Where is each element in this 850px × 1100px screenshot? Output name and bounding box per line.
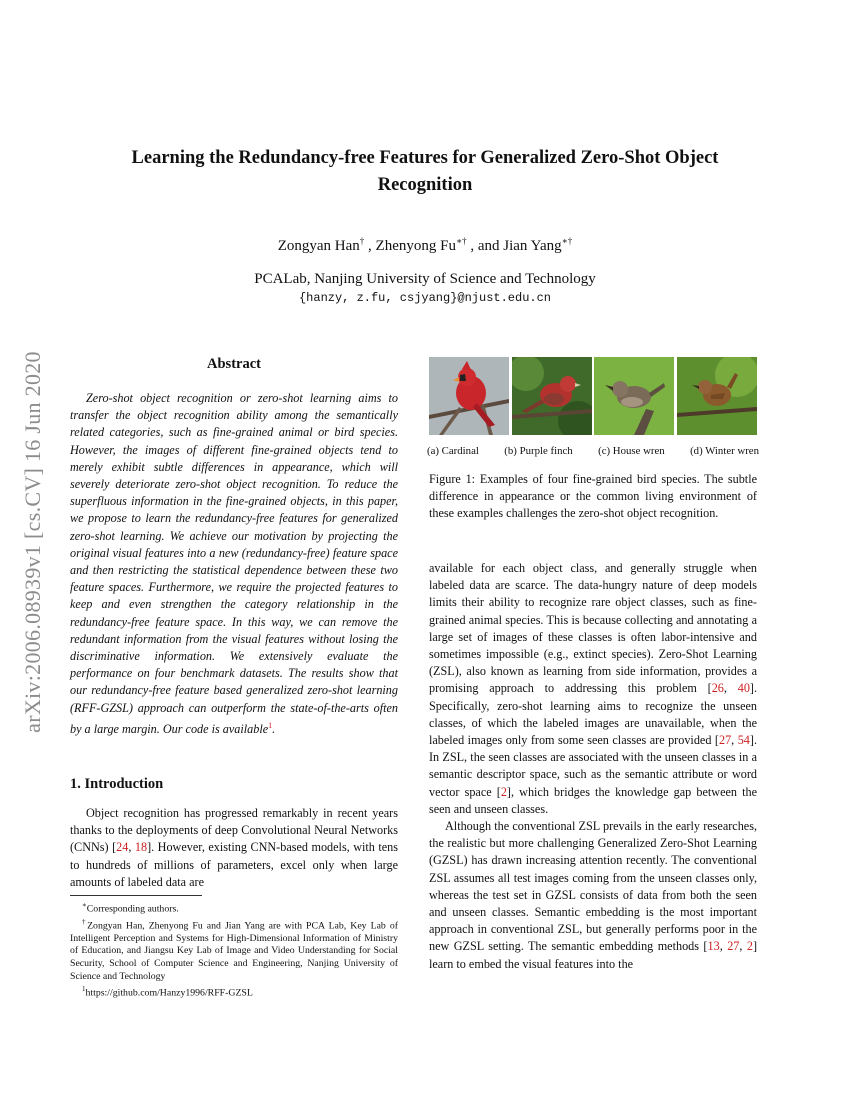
intro-paragraph: available for each object class, and generally struggle when labeled data are scarce. The data-hungry nature of deep models limits their ability to recognize rare object classes, such as fine-grained animal species. This is because collecting and annotating a large set of images of these classes is often labor-intensive and sometimes impossible (e.g., extinct species). Zero-Shot Learning (ZSL), also known as learning from side information, provides a promising approach to addressing this problem [26, 40]. Specifically, zero-shot learning aims to recognize the unseen classes, of which the labeled images are unavailable, when the labeled images only from some seen classes are provided [27, 54]. In ZSL, the seen classes are associated with the unseen classes in a semantic descriptor space, such as the semantic attribute or word vector space [2], which bridges the knowledge gap between the seen and unseen classes. <box>429 561 758 816</box>
footnote-link[interactable]: 1 <box>268 720 273 730</box>
paper-title: Learning the Redundancy-free Features for Generalized Zero-Shot Object Recognition <box>131 148 719 195</box>
arxiv-sidebar <box>4 294 62 790</box>
subcaption-purple-finch: (b) Purple finch <box>504 445 573 457</box>
citation-link[interactable]: 40 <box>737 681 750 696</box>
bird-image-cardinal <box>429 357 509 435</box>
citation-link[interactable]: 13 <box>707 939 720 954</box>
citation-link[interactable]: 54 <box>737 733 750 748</box>
bird-image-winter-wren <box>677 357 757 435</box>
abstract-text: Zero-shot object recognition or zero-shot learning aims to transfer the object recognition ability among the semantically related categories, such as fine-grained animal or bird species. However, the images of different fine-grained objects tend to merely exhibit subtle differences in appearance, which will severely deteriorate zero-shot object recognition. To reduce the superfluous information in the fine-grained objects, in this paper, we propose to learn the redundancy-free features for generalized zero-shot learning. We achieve our motivation by projecting the original visual features into a new (redundancy-free) feature space and then restricting the statistical dependence between these two feature spaces. Furthermore, we require the projected features to keep and even strengthen the category relationship in the redundancy-free feature space. In this way, we can remove the redundant information from the visual features without losing the discriminative information. We extensively evaluate the performance on four benchmark datasets. The results show that our redundancy-free feature based generalized zero-shot learning (RFF-GZSL) approach can outperform the state-of-the-arts often by a large margin. Our code is available$^1$. <box>70 391 398 736</box>
abstract-heading: Abstract <box>207 356 261 372</box>
figure-caption: Figure 1: Examples of four fine-grained bird species. The subtle difference in appearance or the common living environment of these examples challenges the zero-shot object recognition. <box>429 472 757 521</box>
bird-image-house-wren <box>594 357 674 435</box>
footnote-code-url: $^1$https://github.com/Hanzy1996/RFF-GZSL <box>82 985 253 999</box>
footnote-divider <box>70 895 202 896</box>
intro-paragraph: Although the conventional ZSL prevails in the early researches, the realistic but more challenging Generalized Zero-Shot Learning (GZSL) has drawn increasing attention recently. The conventional ZSL assumes all test images coming from the unseen classes only, whereas the test set in GZSL consists of data from both the seen and unseen classes. Semantic embedding is the most important approach in conventional ZSL, but generally performs poor in the new GZSL setting. The semantic embedding methods [13, 27, 2] learn to embed the visual features into the <box>429 819 758 971</box>
intro-right-column <box>429 560 757 973</box>
citation-link[interactable]: 27 <box>727 939 740 954</box>
arxiv-identifier: arXiv:2006.08939v1 [cs.CV] 16 Jun 2020 <box>20 351 45 733</box>
citation-link[interactable]: 2 <box>746 939 753 954</box>
affiliation: PCALab, Nanjing University of Science and Technology <box>254 271 596 287</box>
citation-link[interactable]: 2 <box>500 784 507 799</box>
author-name: Zhenyong Fu <box>375 238 456 254</box>
citation-link[interactable]: 26 <box>711 681 724 696</box>
author-line: Zongyan Han† , Zhenyong Fu∗† , and Jian Yang∗† <box>277 236 573 254</box>
intro-paragraph: Object recognition has progressed remarkably in recent years thanks to the deployments of deep Convolutional Neural Networks (CNNs) [24, 18]. However, existing CNN-based models, with tens to hundreds of millions of parameters, excel only when large amounts of labeled data are <box>70 806 399 889</box>
figure-bird-examples <box>429 357 757 435</box>
citation-link[interactable]: 24 <box>116 840 129 855</box>
footnote-corresponding: ∗Corresponding authors. <box>82 901 179 915</box>
author-name: Jian Yang <box>503 238 562 254</box>
citation-link[interactable]: 27 <box>718 733 732 748</box>
bird-image-purple-finch <box>512 357 592 435</box>
citation-link[interactable]: 18 <box>134 840 148 855</box>
subcaption-house-wren: (c) House wren <box>598 445 665 457</box>
section-heading-introduction: 1. Introduction <box>70 776 164 792</box>
author-emails: {hanzy, z.fu, csjyang}@njust.edu.cn <box>298 291 552 305</box>
subcaption-winter-wren: (d) Winter wren <box>690 445 759 457</box>
subcaption-cardinal: (a) Cardinal <box>427 445 479 457</box>
code-link[interactable]: https://github.com/Hanzy1996/RFF-GZSL <box>85 987 253 999</box>
author-mark: ∗† <box>561 236 573 246</box>
author-mark: † <box>359 236 365 246</box>
footnotes <box>70 899 398 1000</box>
figure-subcaptions <box>427 445 759 457</box>
footnote-affiliations: †Zongyan Han, Zhenyong Fu and Jian Yang are with PCA Lab, Key Lab of Intelligent Perception and Systems for High-Dimensional Information of Ministry of Education, and Jiangsu Key Lab of Image and Video Understanding for Social Security, School of Computer Science and Engineering, Nanjing University of Science and Technology <box>70 917 399 982</box>
author-mark: ∗† <box>455 236 467 246</box>
author-name: Zongyan Han <box>277 238 360 254</box>
